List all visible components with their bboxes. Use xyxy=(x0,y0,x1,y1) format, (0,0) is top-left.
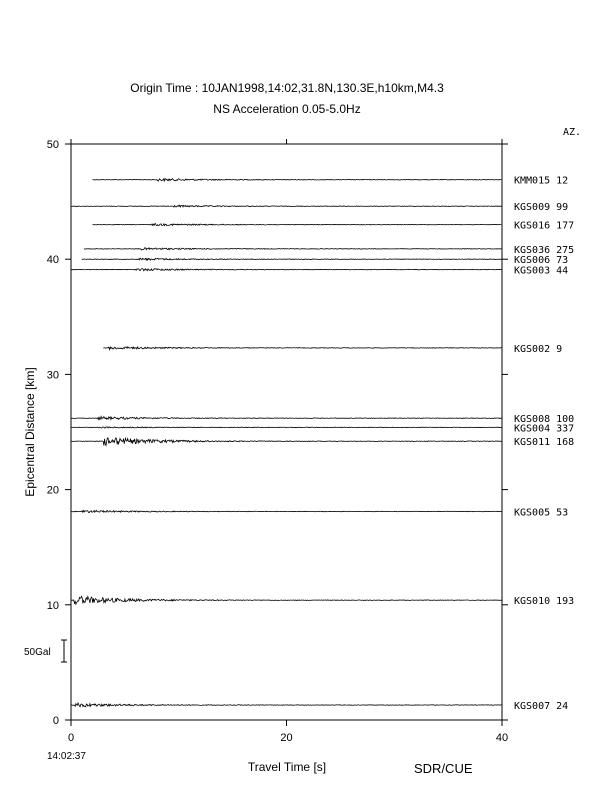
trace-kgs002 xyxy=(103,347,501,350)
station-name: KGS009 xyxy=(514,202,551,214)
station-name: KGS003 xyxy=(514,265,551,277)
scale-bar xyxy=(24,640,67,662)
station-label xyxy=(514,344,562,355)
chart-subtitle: NS Acceleration 0.05-5.0Hz xyxy=(213,102,361,116)
station-label xyxy=(514,701,568,712)
trace-kgs016 xyxy=(93,224,502,226)
x-tick-label: 20 xyxy=(280,732,293,744)
station-azimuth: 337 xyxy=(556,423,575,435)
y-axis-label: Epicentral Distance [km] xyxy=(23,367,37,497)
station-label xyxy=(514,423,574,434)
plot-frame xyxy=(71,144,502,720)
credit-label: SDR/CUE xyxy=(414,761,473,776)
station-label xyxy=(514,245,574,256)
trace-kgs004 xyxy=(71,427,502,428)
station-azimuth: 99 xyxy=(556,202,569,214)
trace-kgs008 xyxy=(71,417,502,420)
station-name: KGS008 xyxy=(514,414,551,426)
station-name: KGS011 xyxy=(514,437,551,449)
y-tick-label: 10 xyxy=(46,599,59,612)
station-name: KGS036 xyxy=(514,244,551,256)
station-azimuth: 53 xyxy=(556,507,569,519)
station-label xyxy=(514,596,574,607)
station-azimuth: 12 xyxy=(556,175,569,187)
y-tick-label: 40 xyxy=(46,254,59,267)
station-label xyxy=(514,202,568,213)
station-name: KGS010 xyxy=(514,596,551,608)
trace-kgs010 xyxy=(71,596,502,604)
station-azimuth: 44 xyxy=(556,265,569,277)
station-name: KMM015 xyxy=(514,175,551,187)
trace-kgs006 xyxy=(82,258,502,260)
az-header: AZ. xyxy=(563,127,582,138)
station-name: KGS016 xyxy=(514,220,551,232)
trace-kgs009 xyxy=(71,205,502,207)
station-name: KGS002 xyxy=(514,343,551,355)
station-azimuth: 24 xyxy=(556,701,569,713)
station-label xyxy=(514,437,574,448)
start-time-label: 14:02:37 xyxy=(47,751,86,762)
station-azimuth: 100 xyxy=(556,414,575,426)
x-tick-label: 0 xyxy=(67,732,75,744)
station-name: KGS006 xyxy=(514,255,551,267)
y-tick-label: 50 xyxy=(46,139,59,151)
trace-kmm015 xyxy=(93,179,502,182)
station-name: KGS004 xyxy=(514,423,551,435)
station-azimuth: 177 xyxy=(556,220,575,232)
station-azimuth: 168 xyxy=(556,437,575,449)
station-label xyxy=(514,507,568,518)
station-label xyxy=(514,255,568,266)
station-name: KGS005 xyxy=(514,507,551,519)
station-label xyxy=(514,266,568,277)
scale-bar-label: 50Gal xyxy=(24,647,51,658)
trace-kgs011 xyxy=(71,438,502,446)
station-azimuth: 193 xyxy=(556,596,575,608)
traces-group xyxy=(71,176,574,712)
trace-kgs036 xyxy=(84,248,502,250)
y-tick-label: 30 xyxy=(46,369,59,382)
y-tick-label: 20 xyxy=(46,484,59,497)
y-tick-label: 0 xyxy=(52,715,59,727)
trace-kgs003 xyxy=(71,269,502,271)
station-name: KGS007 xyxy=(514,701,551,713)
x-tick-label: 40 xyxy=(495,732,509,744)
station-label xyxy=(514,176,568,187)
trace-kgs007 xyxy=(71,703,502,707)
station-azimuth: 275 xyxy=(556,244,575,256)
station-azimuth: 9 xyxy=(556,343,563,355)
station-label xyxy=(514,221,574,232)
trace-kgs005 xyxy=(71,510,502,512)
station-azimuth: 73 xyxy=(556,255,569,267)
chart-title: Origin Time : 10JAN1998,14:02,31.8N,130.3E,h10km,M4.3 xyxy=(130,81,444,95)
x-axis-label: Travel Time [s] xyxy=(247,760,327,774)
